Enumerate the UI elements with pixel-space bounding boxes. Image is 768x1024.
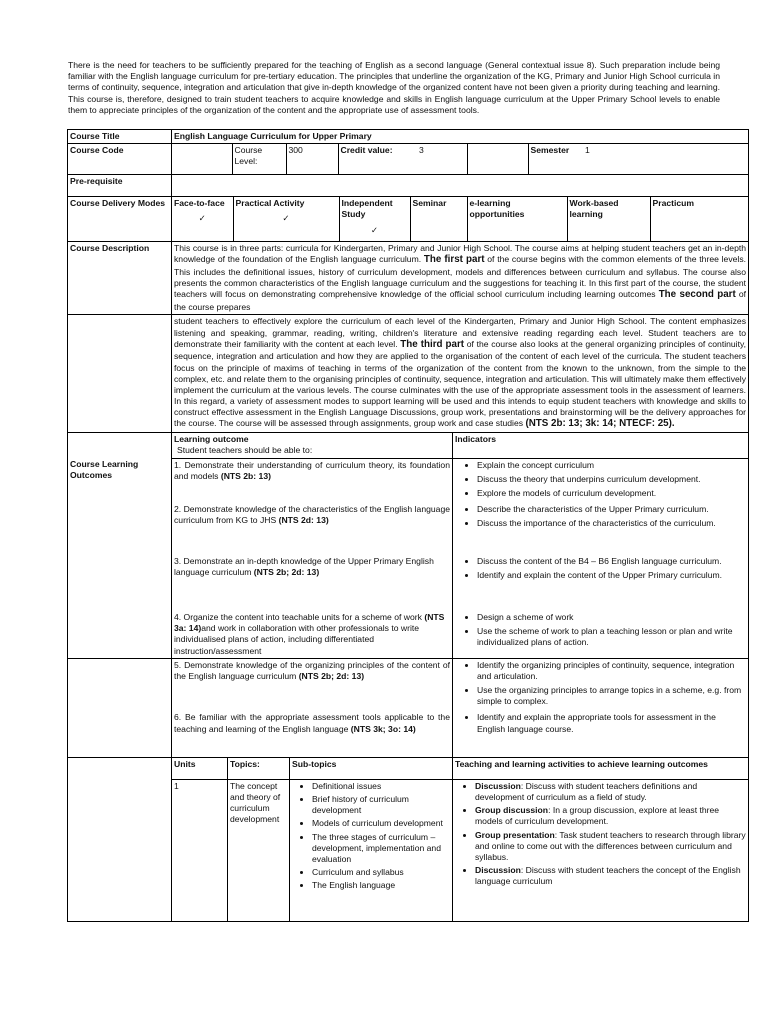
outcome-text: 3. Demonstrate an in-depth knowledge of the Upper Primary English language curriculum (NTS 2b; 2d: 13)	[172, 555, 453, 611]
delivery-modes-label: Course Delivery Modes	[68, 197, 172, 242]
delivery-modes-cell	[172, 197, 749, 242]
unit-subtopics	[290, 779, 453, 921]
subtopic-item: • The three stages of curriculum – development, implementation and evaluation	[312, 832, 450, 866]
outcome-row	[68, 711, 749, 757]
empty-cell	[68, 779, 172, 921]
subtopic-item: • Curriculum and syllabus	[312, 867, 450, 878]
activity-item: • Discussion: Discuss with student teachers the concept of the English language curriculum	[475, 865, 746, 887]
indicator-item: • Use the scheme of work to plan a teaching lesson or plan and write individualized plans of action.	[477, 626, 746, 648]
outcome-row	[68, 503, 749, 555]
outcome-indicators	[453, 711, 749, 757]
empty-cell	[68, 711, 172, 757]
empty-cell	[68, 503, 172, 555]
outcome-text: 6. Be familiar with the appropriate assessment tools applicable to the teaching and learning of the English language (NTS 3k; 3o: 14)	[172, 711, 453, 757]
outcome-indicators	[453, 555, 749, 611]
outcome-indicators	[453, 458, 749, 503]
subtopic-item: • Models of curriculum development	[312, 818, 450, 829]
course-level-value: 300	[286, 144, 338, 174]
subtopic-item: • Definitional issues	[312, 781, 450, 792]
empty-cell	[467, 144, 528, 174]
indicator-item: • Identify and explain the content of the Upper Primary curriculum.	[477, 570, 746, 581]
indicators-header: Indicators	[453, 433, 749, 458]
prerequisite-label: Pre-requisite	[68, 175, 172, 197]
outcome-text: 2. Demonstrate knowledge of the characteristics of the English language curriculum from KG to JHS (NTS 2d: 13)	[172, 503, 453, 555]
activity-item: • Discussion: Discuss with student teachers definitions and development of curriculum as a field of study.	[475, 781, 746, 803]
semester-label: Semester	[530, 145, 570, 156]
delivery-modes-row	[68, 197, 749, 242]
mode-practicum: Practicum	[652, 198, 695, 209]
outcome-row	[68, 611, 749, 658]
course-title-value: English Language Curriculum for Upper Primary	[172, 130, 749, 144]
indicator-item: • Explain the concept curriculum	[477, 460, 746, 471]
course-level-label: Course Level:	[232, 144, 286, 174]
course-code-label: Course Code	[68, 144, 172, 175]
course-description-label: Course Description	[68, 242, 172, 315]
check-icon: ✓	[198, 213, 206, 224]
outcome-row	[68, 658, 749, 711]
course-code-cell	[172, 144, 749, 175]
outcomes-header-row	[68, 433, 749, 458]
topics-header: Topics:	[228, 757, 290, 779]
mode-seminar: Seminar	[410, 197, 467, 241]
course-description-row-1	[68, 242, 749, 315]
credit-value: 3	[417, 144, 467, 174]
unit-topic: The concept and theory of curriculum development	[228, 779, 290, 921]
outcome-text: 5. Demonstrate knowledge of the organizing principles of the content of the English language curriculum (NTS 2b; 2d: 13)	[172, 658, 453, 711]
course-learning-outcomes-label: Course Learning Outcomes	[68, 458, 172, 503]
empty-cell	[68, 433, 172, 458]
indicator-item: • Identify the organizing principles of continuity, sequence, integration and articulation.	[477, 660, 746, 682]
indicator-item: • Describe the characteristics of the Upper Primary curriculum.	[477, 504, 746, 515]
activity-item: • Group presentation: Task student teachers to research through library and online to come out with the differences between curriculum and syllabus.	[475, 830, 746, 864]
mode-work-based: Work-based learning	[567, 197, 650, 241]
activities-header: Teaching and learning activities to achieve learning outcomes	[453, 757, 749, 779]
outcome-row	[68, 555, 749, 611]
intro-paragraph: There is the need for teachers to be sufficiently prepared for the teaching of English as a second language (General contextual issue 8). Such preparation include being familiar with the English language curriculum for pre-tertiary education. The principles that underline the organization of the KG, Primary and Junior High School curricula in terms of continuity, sequence, integration and articulation that give in-depth knowledge of the organized content have not been given a priority during teaching and learning. This course is, therefore, designed to train student teachers to acquire knowledge and skills in English language curriculum at the Upper Primary School levels to enable them to appreciate principles of the organization of the content and the appropriate use of assessment tools.	[68, 60, 720, 115]
empty-cell	[68, 555, 172, 611]
course-description-text-1: This course is in three parts: curricula for Kindergarten, Primary and Junior High School. The course aims at helping student teachers get an in-depth knowledge of the foundation of the English language curriculum. The first part of the course begins with the common elements of the three levels. This includes the definitional issues, history of curriculum development, models and differences between curriculum and syllabus. The course also presents the common characteristics of the English language curriculum and the suggestions for teaching it. In this first part of the course, the student teachers will focus on demonstrating comprehensive knowledge of the official school curriculum including learning outcomes The second part of the course prepares	[172, 242, 749, 315]
empty-cell	[68, 757, 172, 779]
units-header-row	[68, 757, 749, 779]
empty-cell	[68, 658, 172, 711]
outcome-indicators	[453, 503, 749, 555]
course-description-text-2: student teachers to effectively explore the curriculum of each level of the Kindergarten, Primary and Junior High School. The content emphasizes listening and speaking, grammar, reading, writing, children's literature and extensive reading regarding each level. Student teachers are to demonstrate their familiarity with the content at each level. The third part of the course also looks at the general organizing principles of continuity, sequence, integration and articulation and how they are applied to the organisation of the content of each level of the curricula. The student teachers focus on the principle of maxims of teaching in terms of the organization of the content from the known to the unknown, from the simple to the complex, etc. and relate them to the organising principles of continuity, sequence, integration and articulation. This will ultimately make them effectively implement the curriculum at the various levels. The course culminates with the use of the appropriate assessment tools in the assessment of learners. In this regard, a variety of assessment modes to support learning will be used and this intends to equip student teachers with knowledge and skills to construct effective assessment in the English Language Discussions, group work, presentations and brainstorming will be the delivery approaches for the course. The course will be assessed through assignments, group work and case studies (NTS 2b: 13; 3k: 14; NTECF: 25).	[172, 315, 749, 433]
indicator-item: • Use the organizing principles to arrange topics in a scheme, e.g. from simple to complex.	[477, 685, 746, 707]
course-title-label: Course Title	[68, 130, 172, 144]
outcome-text: 4. Organize the content into teachable units for a scheme of work (NTS 3a: 14)and work in collaboration with other professionals to write individualised plans of action, including differentiated instruction/assessment	[172, 611, 453, 658]
indicator-item: • Explore the models of curriculum development.	[477, 488, 746, 499]
prerequisite-row	[68, 175, 749, 197]
credit-value-label: Credit value:	[340, 145, 393, 156]
outcome-row	[68, 458, 749, 503]
activity-item: • Group discussion: In a group discussion, explore at least three models of curriculum development.	[475, 805, 746, 827]
learning-outcome-header: Learning outcome Student teachers should be able to:	[172, 433, 453, 458]
indicator-item: • Discuss the importance of the characteristics of the curriculum.	[477, 518, 746, 529]
indicator-item: • Identify and explain the appropriate tools for assessment in the English language course.	[477, 712, 746, 734]
outcome-text: 1. Demonstrate their understanding of curriculum theory, its foundation and models (NTS 2b: 13)	[172, 458, 453, 503]
mode-face-to-face: Face-to-face ✓	[172, 197, 233, 241]
mode-practical-activity: Practical Activity ✓	[233, 197, 339, 241]
mode-independent-study: Independent Study ✓	[339, 197, 410, 241]
check-icon: ✓	[282, 213, 290, 224]
course-title-row	[68, 130, 749, 144]
semester-value: 1	[585, 145, 590, 156]
mode-e-learning: e-learning opportunities	[467, 197, 567, 241]
course-code-value	[172, 144, 232, 174]
empty-cell	[68, 315, 172, 433]
outcome-indicators	[453, 658, 749, 711]
course-code-row	[68, 144, 749, 175]
subtopic-item: • The English language	[312, 880, 450, 891]
subtopic-item: • Brief history of curriculum development	[312, 794, 450, 816]
unit-row	[68, 779, 749, 921]
check-icon: ✓	[370, 224, 379, 235]
unit-number: 1	[172, 779, 228, 921]
course-outline-table	[67, 129, 749, 922]
unit-activities	[453, 779, 749, 921]
indicator-item: • Design a scheme of work	[477, 612, 746, 623]
course-description-row-2	[68, 315, 749, 433]
indicator-item: • Discuss the theory that underpins curriculum development.	[477, 474, 746, 485]
subtopics-header: Sub-topics	[290, 757, 453, 779]
prerequisite-value	[172, 175, 749, 197]
units-header: Units	[172, 757, 228, 779]
empty-cell	[68, 611, 172, 658]
indicator-item: • Discuss the content of the B4 – B6 English language curriculum.	[477, 556, 746, 567]
outcome-indicators	[453, 611, 749, 658]
